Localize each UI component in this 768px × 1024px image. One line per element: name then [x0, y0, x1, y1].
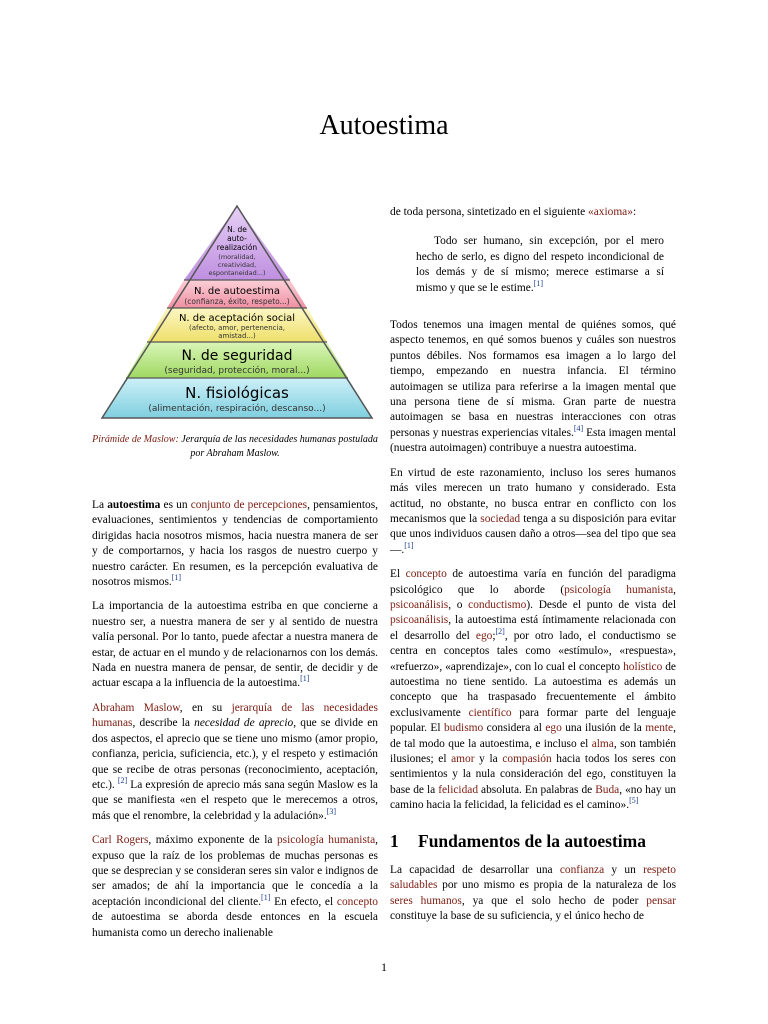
link[interactable]: conjunto de percepciones: [190, 499, 308, 511]
page-number: 1: [381, 960, 387, 974]
text: y un: [604, 864, 644, 877]
link[interactable]: conductismo: [468, 598, 527, 611]
level-name-line: auto-: [227, 234, 247, 243]
term-bold: autoestima: [107, 499, 161, 511]
link[interactable]: seres humanos: [390, 894, 462, 907]
text: de autoestima se aborda desde entonces en la escuela humanista como un derecho inalienable: [92, 911, 378, 939]
text: , de tal modo que la autoestima, e incluso el: [390, 722, 676, 750]
link[interactable]: concepto: [405, 568, 447, 581]
citation-link[interactable]: [5]: [629, 796, 639, 806]
citation-link[interactable]: [1]: [171, 573, 182, 583]
text: Todos tenemos una imagen mental de quiénes somos, qué aspecto tenemos, en qué somos buenos y cuáles son nuestros puntos débiles. Nos formamos esa imagen a lo largo del tiempo, empezando en nuestra infancia. El término autoimagen se utiliza para referirse a la imagen mental que una persona tiene de sí misma. Gran parte de nuestra autoimagen se basa en nuestras interacciones con otras personas y nuestras experiencias vitales.: [390, 319, 676, 439]
text: , por otro lado, el conductismo se centra en conceptos tales como «estímulo», «respuesta», «refuerzo», «aprendizaje», con lo cual el concepto: [390, 629, 676, 673]
paragraph: [92, 498, 378, 590]
link[interactable]: mente: [645, 722, 674, 735]
caption-lead: Pirámide de Maslow:: [92, 434, 179, 445]
level-detail-line: (alimentación, respiración, descanso...): [148, 404, 326, 414]
text: , son también ilusiones; el: [390, 737, 677, 765]
link[interactable]: psicología humanista: [276, 834, 376, 847]
right-column: [390, 205, 676, 934]
level-name-line: N. de autoestima: [194, 286, 280, 297]
paragraph: [390, 205, 676, 220]
level-detail-line: amistad...): [218, 332, 256, 340]
text: , o: [448, 598, 469, 611]
blockquote: [416, 234, 664, 296]
level-detail-line: (confianza, éxito, respeto...): [184, 297, 290, 306]
text: La expresión de aprecio más sana según Maslow es la que se manifiesta «en el respeto que le merecemos a otros, más que el renombre, la celebridad y la adulación».: [92, 778, 378, 822]
link[interactable]: respeto saludables: [390, 864, 676, 892]
link[interactable]: sociedad: [480, 512, 521, 525]
level-detail-line: (afecto, amor, pertenencia,: [188, 324, 286, 332]
link[interactable]: psicología humanista: [564, 583, 674, 596]
link[interactable]: Abraham Maslow: [92, 701, 180, 714]
text: ,: [673, 583, 676, 596]
link[interactable]: «axioma»: [588, 206, 633, 218]
citation-link[interactable]: [1]: [404, 540, 414, 550]
text: La capacidad de desarrollar una: [390, 864, 560, 877]
text: , en su: [179, 701, 232, 714]
level-name-line: N. de seguridad: [181, 348, 293, 364]
text: , ya que el solo hecho de poder: [461, 894, 647, 907]
link[interactable]: concepto: [336, 895, 379, 908]
text: La importancia de la autoestima estriba en que concierne a nuestro ser, a nuestra manera de ser y al sentido de nuestra valía personal. Por lo tanto, puede afectar a nuestra manera de estar, de actuar en el mundo y de relacionarnos con los demás. Nada en nuestra manera de pensar, de sentir, de decidir y de actuar escapa a la influencia de la autoestima.: [92, 600, 378, 690]
text: Esta imagen mental (nuestra autoimagen) contribuye a nuestra autoestima.: [390, 426, 676, 455]
link[interactable]: ego: [475, 629, 493, 642]
text-italic: necesidad de aprecio: [194, 717, 294, 730]
text: El: [390, 568, 406, 581]
caption-text: Jerarquía de las necesidades humanas postulada por Abraham Maslow.: [181, 434, 378, 459]
section-title: Fundamentos de la autoestima: [418, 830, 646, 851]
paragraph: [92, 833, 378, 941]
text: En efecto, el: [270, 895, 337, 908]
link[interactable]: Buda: [595, 783, 620, 796]
link[interactable]: Carl Rogers: [92, 834, 149, 847]
text: , pensamientos, evaluaciones, sentimientos y tendencias de comportamiento dirigidas hacia nosotros mismos, hacia nuestra manera de ser y de comportarnos, y hacia los rasgos de nuestro cuerpo y nuestro carácter. En resumen, es la percepción evaluativa de nosotros mismos.: [92, 499, 378, 589]
citation-link[interactable]: [1]: [261, 892, 271, 902]
level-detail-line: (seguridad, protección, moral...): [164, 366, 310, 376]
link[interactable]: compasión: [502, 753, 552, 765]
section-number: 1: [390, 830, 399, 851]
paragraph: [390, 318, 676, 457]
level-detail-line: (moralidad,: [218, 253, 256, 261]
text: :: [632, 206, 637, 218]
level-name-line: realización: [216, 243, 258, 252]
link[interactable]: felicidad: [438, 783, 479, 796]
link[interactable]: confianza: [559, 864, 605, 877]
link[interactable]: alma: [591, 737, 614, 750]
link[interactable]: budismo: [443, 722, 484, 735]
link[interactable]: holístico: [623, 660, 663, 673]
quote-text: Todo ser humano, sin excepción, por el mero hecho de serlo, es digno del respeto incondicional de los demás y de sí mismo; merece estimarse a sí mismo y que se le estime.: [416, 235, 664, 294]
text: , describe la: [132, 717, 195, 730]
level-name-line: N. de aceptación social: [178, 313, 296, 324]
text: de autoestima varía en función del paradigma psicológico que lo aborde (: [390, 568, 676, 596]
text: para formar parte del lenguaje popular. El: [390, 706, 676, 735]
citation-link[interactable]: [4]: [573, 424, 584, 434]
text: constituye la base de su suficiencia, y el único hecho de: [390, 910, 644, 923]
text: En virtud de este razonamiento, incluso los seres humanos más viles merecen un trato humano y considerado. Esta actitud, no obstante, no busca entrar en conflicto con los mecanismos que la: [390, 466, 676, 525]
text: , máximo exponente de la: [148, 834, 277, 847]
text: es un: [160, 499, 191, 511]
citation-link[interactable]: [1]: [533, 278, 544, 288]
level-name-line: N. fisiológicas: [185, 384, 289, 402]
citation-link[interactable]: [1]: [300, 674, 310, 684]
text: , que se divide en dos aspectos, el aprecio que se tiene uno mismo (amor propio, confianza, pericia, suficiencia, etc.), y el respeto y estimación que se recibe de otras personas (reconocimiento, aceptación, etc.).: [92, 717, 379, 791]
text: La: [92, 499, 108, 511]
paragraph: [390, 863, 676, 925]
link[interactable]: científico: [468, 706, 512, 719]
paragraph: [92, 701, 378, 824]
link[interactable]: ego: [545, 722, 562, 735]
link[interactable]: psicoanálisis: [390, 598, 449, 611]
paragraph: [390, 567, 676, 814]
text: una ilusión de la: [561, 722, 646, 735]
page-title: Autoestima: [319, 110, 449, 141]
text: ;: [492, 629, 496, 642]
section-heading: [390, 830, 676, 851]
text: considera al: [483, 722, 546, 735]
text: absoluta. En palabras de: [478, 783, 596, 796]
text: , «no hay un camino hacia la felicidad, la felicidad es el camino».: [390, 783, 676, 812]
left-column: [92, 498, 378, 950]
level-detail-line: espontaneidad...): [208, 269, 266, 277]
text: tenga a su disposición para evitar que unos individuos causen daño a otros—sea del tipo que sea—.: [390, 512, 676, 556]
paragraph: [92, 599, 378, 691]
citation-link[interactable]: [2]: [495, 626, 505, 636]
text: hacia todos los seres con sentimientos y la nula consideración del ego, constituyen la base de la: [390, 753, 676, 796]
figure-caption: [92, 433, 378, 461]
link[interactable]: jerarquía de las necesidades humanas: [92, 701, 378, 730]
link[interactable]: pensar: [646, 894, 677, 907]
text: por uno mismo es propia de la naturaleza de los: [437, 879, 676, 892]
text: de toda persona, sintetizado en el siguiente: [390, 206, 589, 218]
text: , la autoestima está íntimamente relacionada con el desarrollo del: [390, 614, 676, 642]
citation-link[interactable]: [2]: [117, 776, 128, 786]
text: ). Desde el punto de vista del: [526, 598, 676, 611]
link[interactable]: psicoanálisis: [390, 614, 449, 627]
text: y la: [474, 753, 503, 765]
maslow-pyramid-figure: [100, 204, 374, 422]
text: , expuso que la raíz de los problemas de muchas personas es que se desprecian y se consideran seres sin valor e indignos de ser amados; de ahí la importancia que le concedía a la aceptación incondicional del cliente.: [92, 834, 378, 908]
level-detail-line: creatividad,: [217, 261, 257, 269]
paragraph: [390, 466, 676, 558]
link[interactable]: amor: [451, 753, 475, 765]
citation-link[interactable]: [3]: [326, 806, 337, 816]
text: de autoestima no tiene sentido. La autoestima es además un concepto que ha traspasado frecuentemente el ámbito exclusivamente: [390, 660, 676, 719]
level-name-line: N. de: [227, 225, 247, 234]
